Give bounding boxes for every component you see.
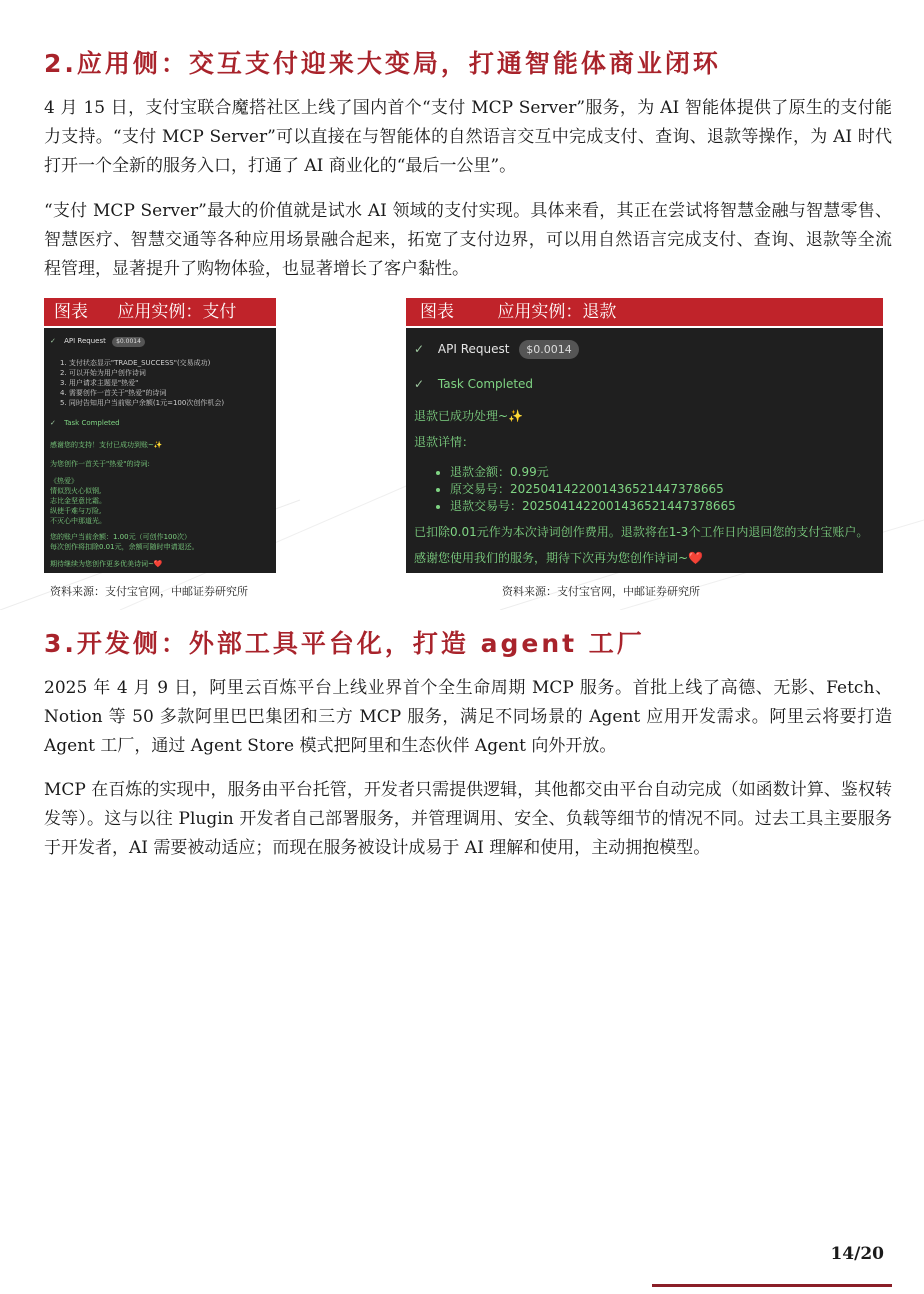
section2-paragraph-2 <box>44 197 892 284</box>
paragraph-text: MCP 在百炼的实现中，服务由平台托管，开发者只需提供逻辑，其他都交由平台自动完成（如函数计算、鉴权转发等）。这与以往 Plugin 开发者自己部署服务，并管理调用、安全、负载等细节的情况不同。过去工具主要服务于开发者，AI 需要被动适应；而现在服务被设计成易于 AI 理解和使用，主动拥抱模型。 <box>44 780 892 858</box>
figure-label: 图表 <box>54 302 88 322</box>
api-request-label: API Request <box>64 337 106 345</box>
intro-text: 为您创作一首关于"热爱"的诗词: <box>50 460 150 468</box>
poem-line: 《热爱》 <box>50 477 78 485</box>
task-completed-row <box>414 376 533 393</box>
poem-line: 情似烈火心似钢, <box>50 487 102 495</box>
steps-list <box>60 358 224 408</box>
figure-source: 资料来源：支付宝官网，中邮证券研究所 <box>50 585 248 598</box>
refund-success-text: 退款已成功处理~✨ <box>414 409 523 423</box>
check-icon: ✓ <box>50 419 56 427</box>
refund-details-list <box>414 464 736 515</box>
section3-paragraph-2 <box>44 776 892 863</box>
closing-text: 期待继续为您创作更多优美诗词~❤️ <box>50 560 163 568</box>
poem-line: 志比金坚意比霜。 <box>50 497 106 505</box>
figure-header-left <box>44 298 276 326</box>
section3-paragraph-1 <box>44 674 892 761</box>
poem-line: 不灭心中那道光。 <box>50 517 106 525</box>
figure-header-right <box>406 298 883 326</box>
poem <box>50 476 106 526</box>
poem-line: 纵使千难与万险, <box>50 507 102 515</box>
check-icon: ✓ <box>414 377 425 391</box>
paragraph-text: 2025 年 4 月 9 日，阿里云百炼平台上线业界首个全生命周期 MCP 服务。首批上线了高德、无影、Fetch、Notion 等 50 多款阿里巴巴集团和三方 MCP 服务，满足不同场景的 Agent 应用开发需求。阿里云将要打造 Agent 工厂，通过 Agent Store 模式把阿里和生态伙伴 Agent 向外开放。 <box>44 678 892 756</box>
section-heading: 2.应用侧：交互支付迎来大变局，打通智能体商业闭环 <box>44 49 721 78</box>
chat-transcript <box>44 328 276 573</box>
check-icon: ✓ <box>50 337 56 345</box>
step-item: 4. 需要创作一首关于"热爱"的诗词 <box>60 389 167 397</box>
figure-source: 资料来源：支付宝官网，中邮证券研究所 <box>502 585 700 598</box>
refund-detail-item: • 原交易号：20250414220014365214473786​65 <box>450 481 736 498</box>
refund-detail-item: • 退款金额：0.99元 <box>450 464 736 481</box>
balance-info <box>50 532 199 552</box>
task-completed-label: Task Completed <box>64 419 120 427</box>
figure-title: 应用实例：退款 <box>497 302 617 322</box>
balance-line: 每次创作将扣除0.01元，余额可随时申请退还。 <box>50 543 199 551</box>
balance-line: 您的账户当前余额：1.00元（可创作100次） <box>50 533 191 541</box>
closing-text: 感谢您使用我们的服务，期待下次再为您创作诗词~❤️ <box>414 551 703 565</box>
step-item: 3. 用户请求主题是"热爱" <box>60 379 139 387</box>
paragraph-text: 4 月 15 日，支付宝联合魔搭社区上线了国内首个“支付 MCP Server”服务，为 AI 智能体提供了原生的支付能力支持。“支付 MCP Server”可以直接在与智能体的自然语言交互中完成支付、查询、退款等操作，为 AI 时代打开一个全新的服务入口，打通了 AI 商业化的“最后一公里”。 <box>44 98 892 176</box>
task-completed-row <box>50 418 120 428</box>
api-request-row <box>50 336 145 347</box>
footer-rule <box>652 1284 892 1287</box>
step-item: 2. 可以开始为用户创作诗词 <box>60 369 146 377</box>
thanks-text: 感谢您的支持！支付已成功到账~✨ <box>50 441 163 449</box>
figure-left-screenshot <box>44 328 276 573</box>
api-request-label: API Request <box>437 342 510 356</box>
step-item: 1. 支付状态显示"TRADE_SUCCESS"(交易成功) <box>60 359 211 367</box>
paragraph-text: “支付 MCP Server”最大的价值就是试水 AI 领域的支付实现。具体来看，其正在尝试将智慧金融与智慧零售、智慧医疗、智慧交通等各种应用场景融合起来，拓宽了支付边界，可以用自然语言完成支付、查询、退款等全流程管理，显著提升了购物体验，也显著增长了客户黏性。 <box>44 201 892 279</box>
cost-badge: $0.0014 <box>519 340 579 359</box>
section2-paragraph-1 <box>44 94 892 181</box>
figure-label: 图表 <box>420 302 454 322</box>
chat-transcript <box>406 328 883 573</box>
cost-badge: $0.0014 <box>112 337 145 347</box>
check-icon: ✓ <box>414 342 425 356</box>
figure-title: 应用实例：支付 <box>117 302 237 322</box>
section-heading: 3.开发侧：外部工具平台化，打造 agent 工厂 <box>44 629 645 658</box>
page-number: 14/20 <box>830 1244 884 1264</box>
task-completed-label: Task Completed <box>437 377 534 391</box>
step-item: 5. 同时告知用户当前账户余额(1元=100次创作机会) <box>60 399 225 407</box>
figure-right-screenshot <box>406 328 883 573</box>
refund-note: 已扣除0.01元作为本次诗词创作费用。退款将在1-3个工作日内退回您的支付宝账户。 <box>414 525 869 539</box>
api-request-row <box>414 340 579 359</box>
refund-detail-item: • 退款交易号：20250414220014365214473786​65 <box>450 498 736 515</box>
refund-details-title: 退款详情： <box>414 435 475 449</box>
